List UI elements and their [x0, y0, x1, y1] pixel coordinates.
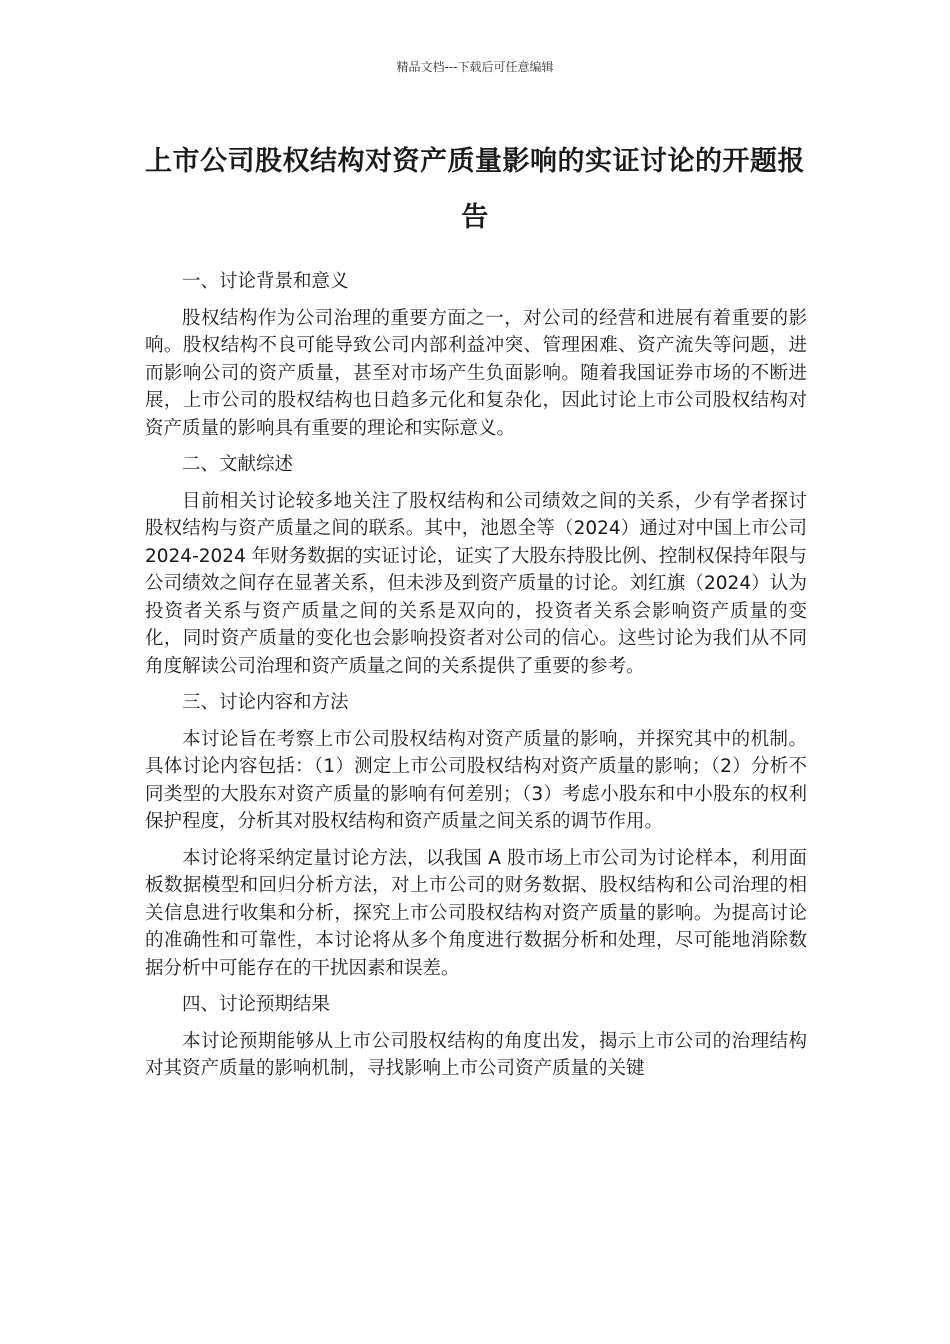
paragraph: 本讨论将采纳定量讨论方法，以我国 A 股市场上市公司为讨论样本，利用面板数据模型和回归分析方法，对上市公司的财务数据、股权结构和公司治理的相关信息进行收集和分析，探究上市公司股权结构对资产质量的影响。为提高讨论的准确性和可靠性，本讨论将从多个角度进行数据分析和处理，尽可能地消除数据分析中可能存在的干扰因素和误差。: [145, 847, 807, 979]
paragraph: 目前相关讨论较多地关注了股权结构和公司绩效之间的关系，少有学者探讨股权结构与资产质量之间的联系。其中，池恩全等（2024）通过对中国上市公司 2024-2024 年财务数据的实证讨论，证实了大股东持股比例、控制权保持年限与公司绩效之间存在显著关系，但未涉及到资产质量的讨论。刘红旗（2024）认为投资者关系与资产质量之间的关系是双向的，投资者关系会影响资产质量的变化，同时资产质量的变化也会影响投资者对公司的信心。这些讨论为我们从不同角度解读公司治理和资产质量之间的关系提供了重要的参考。: [145, 490, 807, 677]
header-note: 精品文档---下载后可任意编辑: [396, 60, 554, 74]
section-heading: 三、讨论内容和方法: [182, 692, 349, 713]
document-title: 上市公司股权结构对资产质量影响的实证讨论的开题报告: [145, 146, 805, 233]
paragraph: 股权结构作为公司治理的重要方面之一，对公司的经营和进展有着重要的影响。股权结构不良可能导致公司内部利益冲突、管理困难、资产流失等问题，进而影响公司的资产质量，甚至对市场产生负面影响。随着我国证券市场的不断进展，上市公司的股权结构也日趋多元化和复杂化，因此讨论上市公司股权结构对资产质量的影响具有重要的理论和实际意义。: [145, 307, 807, 439]
document-body: [145, 268, 807, 1092]
paragraph: 本讨论预期能够从上市公司股权结构的角度出发，揭示上市公司的治理结构对其资产质量的影响机制，寻找影响上市公司资产质量的关键: [145, 1030, 807, 1079]
section-heading: 一、讨论背景和意义: [182, 271, 349, 292]
section-heading: 二、文献综述: [182, 454, 294, 475]
paragraph: 本讨论旨在考察上市公司股权结构对资产质量的影响，并探究其中的机制。具体讨论内容包括：（1）测定上市公司股权结构对资产质量的影响；（2）分析不同类型的大股东对资产质量的影响有何差别；（3）考虑小股东和中小股东的权利保护程度，分析其对股权结构和资产质量之间关系的调节作用。: [145, 728, 807, 832]
section-heading: 四、讨论预期结果: [182, 994, 331, 1015]
